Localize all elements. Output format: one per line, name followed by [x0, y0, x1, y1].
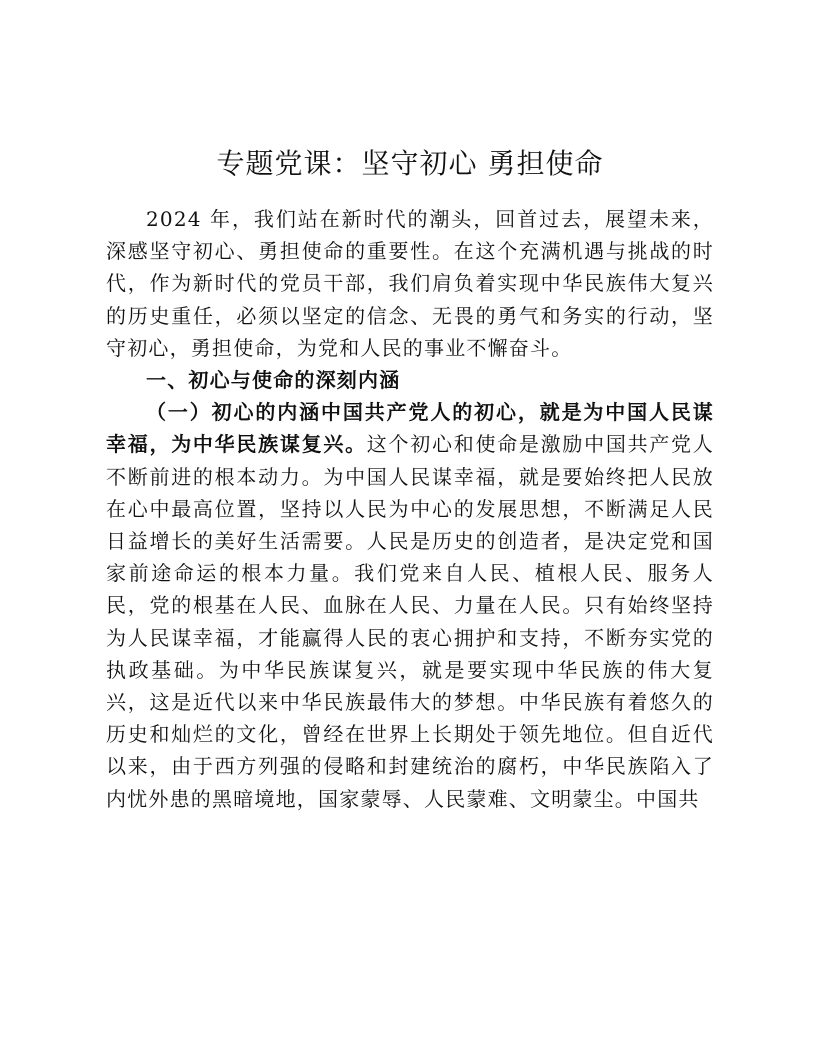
intro-paragraph: 2024 年，我们站在新时代的潮头，回首过去，展望未来，深感坚守初心、勇担使命的重要性。在这个充满机遇与挑战的时代，作为新时代的党员干部，我们肩负着实现中华民族伟大复兴的历史重任，必须以坚定的信念、无畏的勇气和务实的行动，坚守初心，勇担使命，为党和人民的事业不懈奋斗。	[106, 207, 714, 360]
document-title: 专题党课：坚守初心 勇担使命	[216, 147, 604, 180]
subsection-lead: （一）初心的内涵中国共产党人的初心，就是为中国人民谋幸福，为中华民族谋复兴。	[106, 400, 714, 457]
subsection-body: 这个初心和使命是激励中国共产党人不断前进的根本动力。为中国人民谋幸福，就是要始终把人民放在心中最高位置，坚持以人民为中心的发展思想，不断满足人民日益增长的美好生活需要。人民是历史的创造者，是决定党和国家前途命运的根本力量。我们党来自人民、植根人民、服务人民，党的根基在人民、血脉在人民、力量在人民。只有始终坚持为人民谋幸福，才能赢得人民的衷心拥护和支持，不断夯实党的执政基础。为中华民族谋复兴，就是要实现中华民族的伟大复兴，这是近代以来中华民族最伟大的梦想。中华民族有着悠久的历史和灿烂的文化，曾经在世界上长期处于领先地位。但自近代以来，由于西方列强的侵略和封建统治的腐朽，中华民族陷入了内忧外患的黑暗境地，国家蒙辱、人民蒙难、文明蒙尘。中国共	[106, 432, 714, 811]
section-heading: 一、初心与使命的深刻内涵	[146, 368, 401, 393]
subsection-paragraph	[106, 396, 714, 815]
document-page	[106, 140, 714, 815]
